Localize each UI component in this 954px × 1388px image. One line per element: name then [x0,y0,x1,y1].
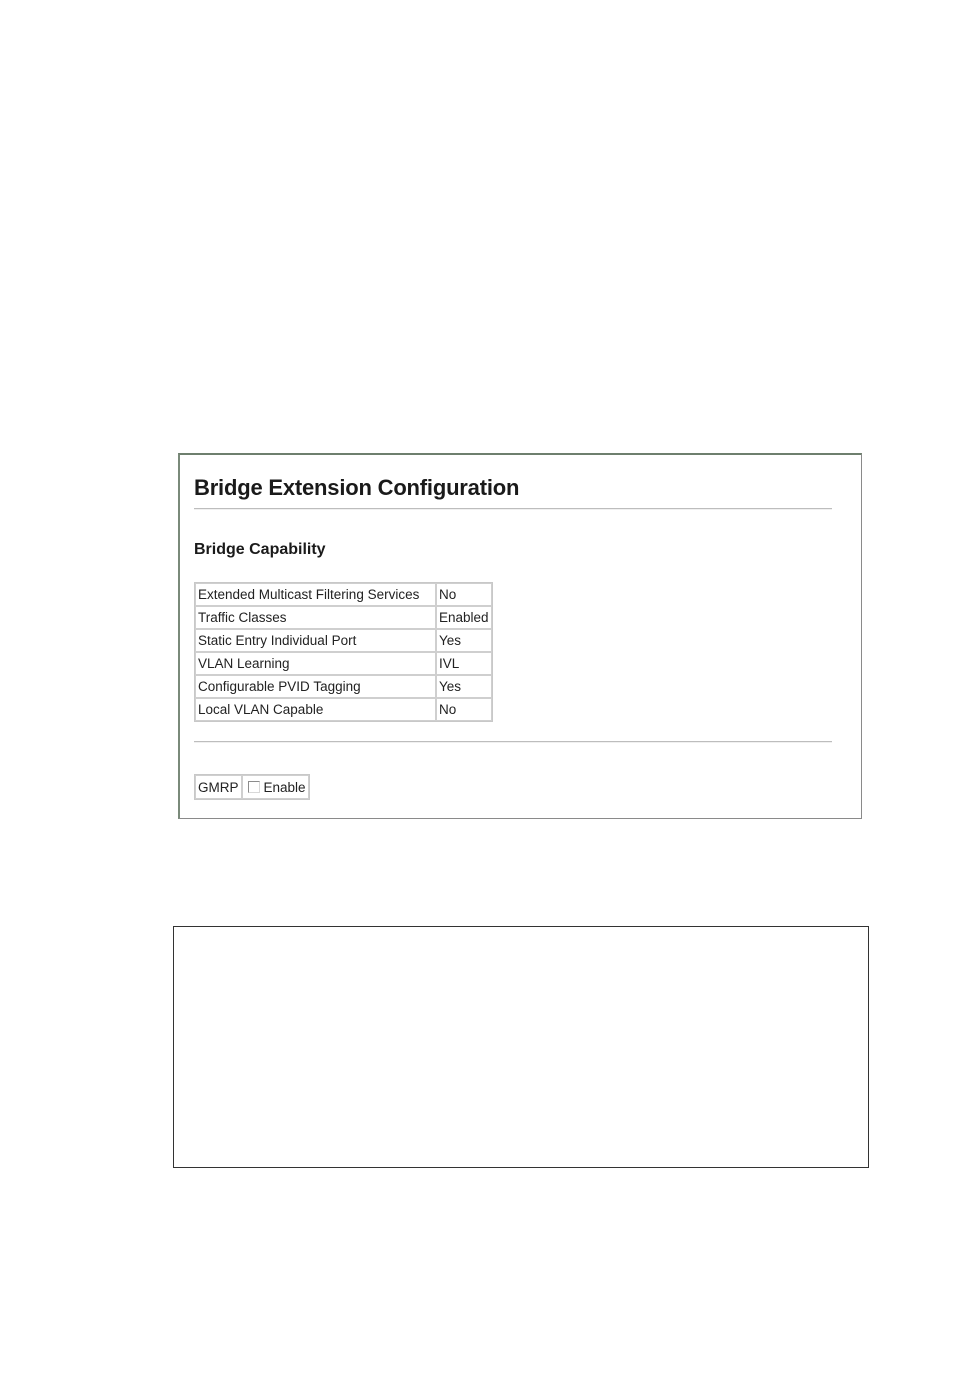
capability-label: Static Entry Individual Port [195,629,436,652]
gmrp-label: GMRP [195,775,242,799]
gmrp-enable-label: Enable [263,779,306,795]
bridge-capability-table [194,582,493,722]
capability-value: IVL [436,652,492,675]
capability-label: VLAN Learning [195,652,436,675]
section-title: Bridge Capability [194,541,326,558]
gmrp-enable-cell[interactable] [242,775,309,799]
table-row [195,652,492,675]
title-divider [194,508,832,510]
empty-outline-box [173,926,869,1168]
capability-value: Enabled [436,606,492,629]
table-row [195,675,492,698]
table-row [195,629,492,652]
section-divider [194,741,832,743]
capability-label: Configurable PVID Tagging [195,675,436,698]
capability-label: Extended Multicast Filtering Services [195,583,436,606]
gmrp-enable-checkbox[interactable] [248,781,260,793]
table-row [195,606,492,629]
table-row [195,775,309,799]
capability-value: Yes [436,629,492,652]
screenshot-frame [178,453,862,819]
capability-value: Yes [436,675,492,698]
capability-value: No [436,583,492,606]
capability-label: Local VLAN Capable [195,698,436,721]
capability-label: Traffic Classes [195,606,436,629]
capability-value: No [436,698,492,721]
gmrp-table [194,774,310,800]
table-row [195,698,492,721]
page-title: Bridge Extension Configuration [194,475,520,500]
table-row [195,583,492,606]
